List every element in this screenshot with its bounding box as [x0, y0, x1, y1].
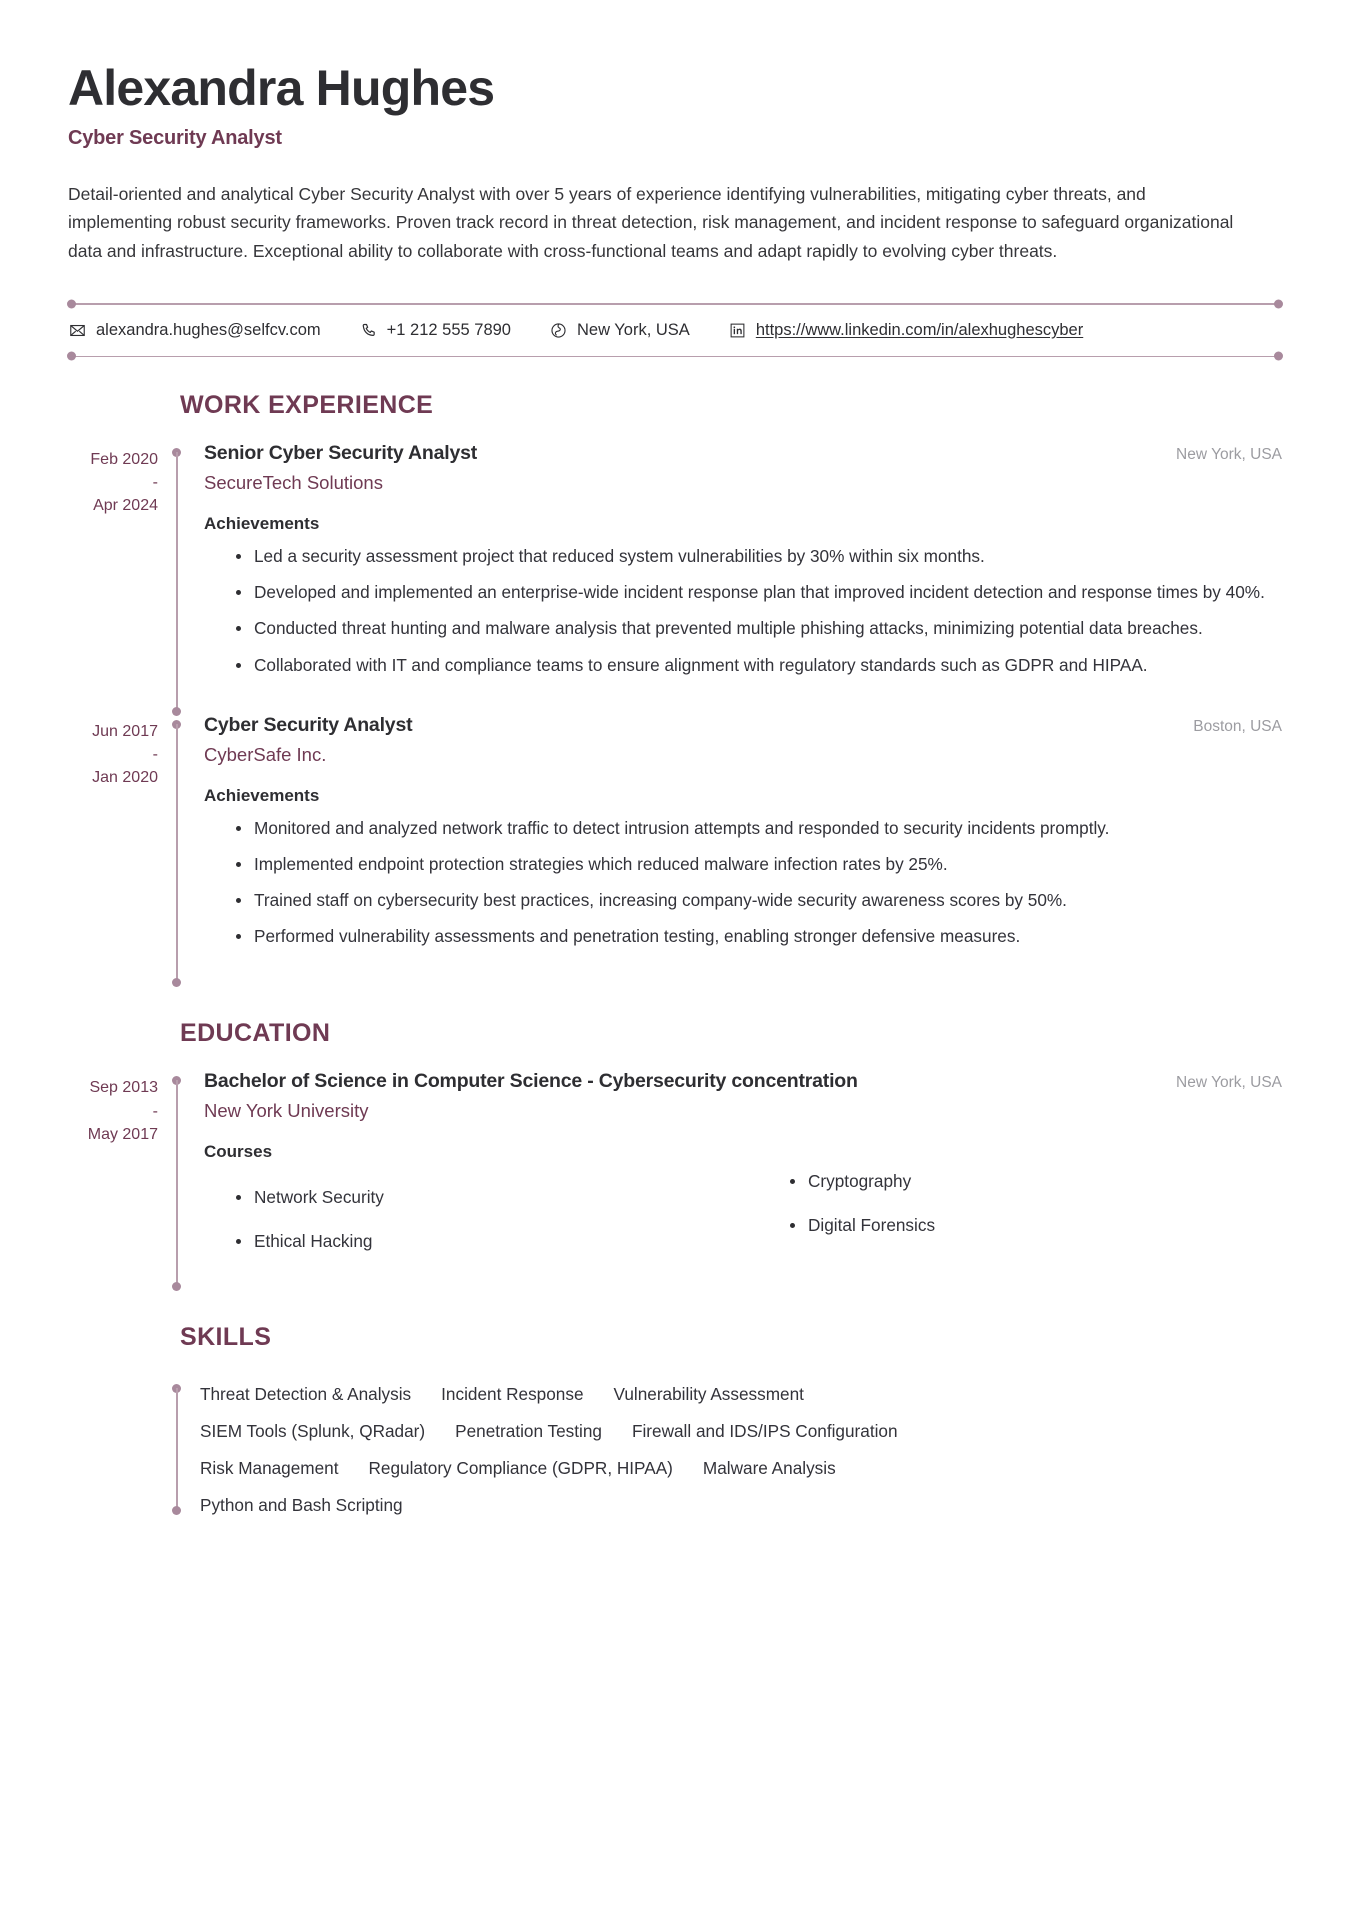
contact-items: [68, 305, 1282, 356]
achievement-item: Developed and implemented an enterprise-wide incident response plan that improved incident detection and response times by 40%.: [234, 579, 1282, 606]
skill-item: Malware Analysis: [702, 1457, 836, 1478]
skill-item: SIEM Tools (Splunk, QRadar): [200, 1420, 426, 1441]
skills-entry: [68, 1382, 1282, 1517]
phone-icon: [359, 321, 378, 340]
date-end: May 2017: [87, 1125, 158, 1143]
section-education: [68, 1019, 1282, 1288]
course-item: Digital Forensics: [788, 1212, 1282, 1239]
contact-rule-bottom: [68, 356, 1282, 358]
work-entry-achievements: [204, 815, 1282, 951]
skills-row: [200, 1493, 1282, 1517]
education-entry-dates: [68, 1070, 172, 1288]
timeline-dot-bottom: [172, 978, 181, 987]
skill-item: Regulatory Compliance (GDPR, HIPAA): [368, 1457, 673, 1478]
skill-item: Vulnerability Assessment: [613, 1383, 804, 1404]
timeline-stem: [176, 452, 178, 712]
contact-item-phone[interactable]: [359, 321, 511, 340]
contact-location-text: New York, USA: [577, 320, 690, 339]
professional-summary: Detail-oriented and analytical Cyber Security Analyst with over 5 years of experience identifying vulnerabilities, mitigating cyber threats, and implementing robust security frameworks. Proven track record in threat detection, risk management, and incident response to safeguard organizational data and infrastructure. Exceptional ability to collaborate with cross-functional teams and adapt rapidly to evolving cyber threats.: [68, 183, 1234, 261]
date-start: Feb 2020: [90, 451, 158, 469]
timeline-marker: [172, 1382, 182, 1517]
linkedin-icon: [728, 321, 747, 340]
work-entry-achievements: [204, 543, 1282, 679]
education-entry-subhead: Courses: [204, 1142, 273, 1162]
work-entry-subhead: Achievements: [204, 785, 320, 805]
education-courses-list: [204, 1168, 1282, 1262]
timeline-marker: [172, 714, 182, 986]
achievement-item: Collaborated with IT and compliance teams to ensure alignment with regulatory standards such as GDPR and HIPAA.: [234, 652, 1282, 679]
achievement-item: Performed vulnerability assessments and penetration testing, enabling stronger defensive measures.: [234, 923, 1282, 950]
section-title-work: WORK EXPERIENCE: [180, 391, 434, 420]
work-entry-dates: [68, 442, 172, 714]
work-entry-body: [182, 442, 1282, 714]
contact-phone-text: +1 212 555 7890: [386, 320, 511, 339]
date-start: Sep 2013: [89, 1079, 158, 1097]
skills-body: [182, 1382, 1282, 1517]
resume-header: [68, 62, 1282, 265]
education-entry-school: New York University: [204, 1100, 369, 1122]
timeline-dot-bottom: [172, 1282, 181, 1291]
education-entry-degree: Bachelor of Science in Computer Science - Cybersecurity concentration: [204, 1070, 858, 1093]
skills-row: [200, 1382, 1282, 1406]
contact-email-text: alexandra.hughes@selfcv.com: [96, 320, 321, 339]
education-entry: [68, 1070, 1282, 1288]
achievement-item: Trained staff on cybersecurity best practices, increasing company-wide security awareness scores by 50%.: [234, 887, 1282, 914]
contact-item-linkedin[interactable]: [728, 321, 1083, 340]
location-icon: [549, 321, 568, 340]
skills-date-spacer: [68, 1382, 172, 1517]
work-entry: [68, 442, 1282, 714]
achievement-item: Implemented endpoint protection strategies which reduced malware infection rates by 25%.: [234, 851, 1282, 878]
date-start: Jun 2017: [92, 722, 158, 740]
contact-item-email[interactable]: [68, 321, 321, 340]
date-dash: -: [152, 474, 158, 492]
skill-item: Threat Detection & Analysis: [200, 1383, 412, 1404]
section-skills: [68, 1323, 1282, 1517]
work-entry-location: Boston, USA: [1193, 717, 1282, 735]
date-dash: -: [152, 745, 158, 763]
skills-row: [200, 1419, 1282, 1443]
skill-item: Risk Management: [200, 1457, 339, 1478]
work-entry: [68, 714, 1282, 986]
education-entry-location: New York, USA: [1176, 1074, 1282, 1092]
course-item: Ethical Hacking: [234, 1228, 728, 1255]
work-entry-role: Cyber Security Analyst: [204, 713, 413, 736]
skill-item: Incident Response: [441, 1383, 584, 1404]
work-entry-dates: [68, 714, 172, 986]
work-entry-location: New York, USA: [1176, 446, 1282, 464]
section-work-experience: [68, 391, 1282, 985]
skill-item: Penetration Testing: [455, 1420, 602, 1441]
contact-bar: [68, 303, 1282, 357]
work-entry-head: [204, 714, 1282, 737]
achievement-item: Led a security assessment project that reduced system vulnerabilities by 30% within six months.: [234, 543, 1282, 570]
date-end: Jan 2020: [92, 769, 158, 787]
timeline-stem: [176, 1388, 178, 1511]
candidate-name: Alexandra Hughes: [68, 60, 495, 116]
work-entry-body: [182, 714, 1282, 986]
contact-item-location[interactable]: [549, 321, 690, 340]
timeline-stem: [176, 724, 178, 984]
work-entry-subhead: Achievements: [204, 514, 320, 534]
achievement-item: Conducted threat hunting and malware analysis that prevented multiple phishing attacks, minimizing potential data breaches.: [234, 615, 1282, 642]
work-entry-company: SecureTech Solutions: [204, 472, 383, 494]
achievement-item: Monitored and analyzed network traffic to detect intrusion attempts and responded to security incidents promptly.: [234, 815, 1282, 842]
timeline-marker: [172, 442, 182, 714]
skill-item: Python and Bash Scripting: [200, 1495, 403, 1515]
section-title-education: EDUCATION: [180, 1019, 331, 1048]
timeline-marker: [172, 1070, 182, 1288]
timeline-dot-bottom: [172, 1506, 181, 1515]
work-entry-head: [204, 442, 1282, 465]
date-dash: -: [152, 1102, 158, 1120]
contact-rule-top: [68, 303, 1282, 305]
course-item: Cryptography: [788, 1168, 1282, 1195]
contact-linkedin-link[interactable]: https://www.linkedin.com/in/alexhughescyber: [755, 320, 1084, 339]
section-title-skills: SKILLS: [180, 1322, 272, 1351]
education-entry-body: [182, 1070, 1282, 1288]
candidate-job-title: Cyber Security Analyst: [68, 126, 282, 149]
course-item: Network Security: [234, 1184, 728, 1211]
skills-rows: [200, 1382, 1282, 1517]
education-entry-head: [204, 1070, 1282, 1093]
email-icon: [68, 321, 87, 340]
work-entry-company: CyberSafe Inc.: [204, 743, 327, 765]
work-entry-role: Senior Cyber Security Analyst: [204, 442, 478, 465]
skill-item: Firewall and IDS/IPS Configuration: [631, 1420, 898, 1441]
date-end: Apr 2024: [93, 497, 158, 515]
skills-row: [200, 1456, 1282, 1480]
timeline-stem: [176, 1080, 178, 1286]
